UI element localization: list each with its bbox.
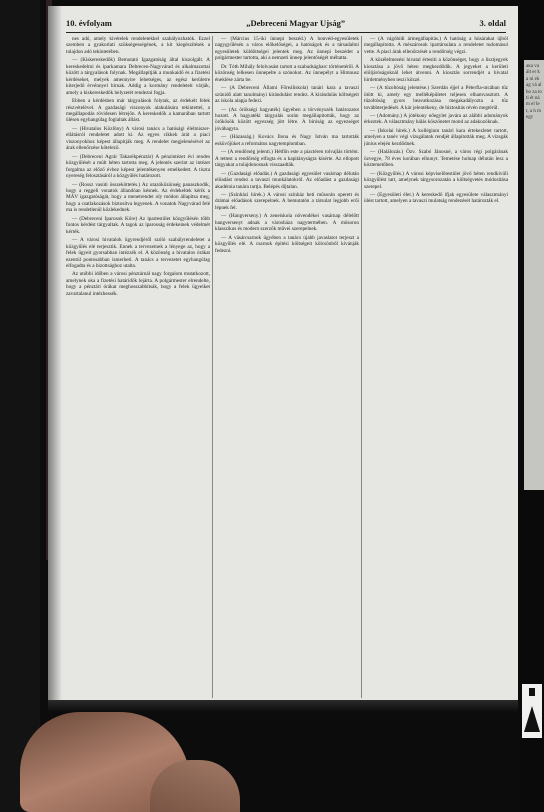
article-paragraph: — (Gazdasági előadás.) A gazdasági egyesület vasárnap délután előadást rendez a tavaszi munkálatokról. Az előadást a gazdasági akadémia tanára tartja. Belépés díjtalan.: [215, 170, 359, 190]
article-paragraph: — (A tűzoltóság jelentése.) Szerdán éjjel a Péterfia-utcában tűz ütött ki, amely egy melléképületet teljesen elhamvasztott. A tűzoltóság gyors beavatkozása megakadályozta a tűz továbbterjedését. A kár jelentékeny, de biztosítás révén megtérül.: [364, 85, 508, 111]
marker-dot: [529, 688, 535, 696]
header-page-number: 3. oldal: [479, 18, 506, 28]
article-paragraph: — (Az örökségi hagyaték) ügyében a törvényszék határozatot hozott. A hagyatéki tárgyalás során megállapították, hogy az örökösök között egyezség jött létre. A bíróság az egyezséget jóváhagyta.: [215, 106, 359, 132]
article-paragraph: — (Kiskereskedők) Bemutató Igazgatóság által kiszolgált. A kereskedelmi és iparkamara Debrecen-Nagyvárad és alkalmazottai között a tárgyalások folynak. Megállapítják a munkaidő és a fizetési kérdéseket, melyek amennyire lehetséges, az egész kerületre kiterjedő érvénnyel bírnak. Addig a kormány rendeleteit várják, amely a kiskereskedők helyzetét rendezni fogja.: [66, 57, 210, 96]
header-rule: [66, 32, 506, 33]
text-column-1: [66, 36, 210, 701]
page-fold-shadow: [48, 6, 62, 706]
page-header: [66, 16, 506, 30]
article-paragraph: — (A vágóhídi ármegállapítás.) A hatóság a húsárakat újból megállapította. A mészárosok ipartársulata a rendeletet tudomásul vette. A piaci árak ellenőrzését a rendőrség végzi.: [364, 36, 508, 55]
header-volume: 10. évfolyam: [66, 18, 112, 28]
article-paragraph: — (Rossz vasúti összeköttetés.) Az utazóközönség panaszkodik, hogy a reggeli vonatok állandóan késnek. Az érdekeltek kérik a MÁV igazgatóságát, hogy a menetrendet oly módon állapítsa meg, hogy a csatlakozások biztosítva legyenek. A vonatok Nagyvárad felé ma is rendetlenül közlekednek.: [66, 181, 210, 214]
scan-left-margin: [0, 0, 40, 812]
column-divider-1: [212, 36, 213, 698]
article-paragraph: — A vásárcsarnok ügyében a tanács újabb javaslatot terjeszt a közgyűlés elé. A csarnok építési költségeit kölcsönből kívánják fedezni.: [215, 234, 359, 254]
column-divider-2: [361, 36, 362, 698]
article-paragraph: Az utóbbi időben a városi pénztárnál nagy forgalom mutatkozott, amelynek oka a fizetési határidők lejárta. A polgármester elrendelte, hogy a pénztári órákat meghosszabbítsák, hogy a felek ügyeiket zavartalanul intézhessék.: [66, 271, 210, 297]
marker-triangle: [524, 706, 540, 732]
header-masthead: „Debreceni Magyar Ujság”: [246, 18, 346, 28]
article-paragraph: — (Közgyűlés.) A városi képviselőtestület jövő héten rendkívüli közgyűlést tart, amelynek tárgysorozatán a költségvetés módosítása szerepel.: [364, 170, 508, 190]
article-paragraph: nes adó, amely kivételek rendeletekkel szabályozhatók. Ezzel szemben a gyakorlati szükségességének, a kit kiegészítések a tulajdon adó tekintetében.: [66, 36, 210, 55]
article-paragraph: — (Halálozás.) Özv. Szabó Jánosné, a város régi polgárának özvegye, 78 éves korában elhunyt. Temetése holnap délután lesz a köztemetőben.: [364, 149, 508, 169]
article-paragraph: — (Házasság.) Kovács Ilona és Nagy István ma tartották esküvőjüket a református nagytemplomban.: [215, 134, 359, 147]
article-paragraph: Dr. Tóth Mihály felolvasást tartott a szabadságharc történetéről. A közönség lelkesen ünnepelte a szónokot. Az ünnepélyt a Himnusz éneklése zárta be.: [215, 63, 359, 83]
text-column-3: [364, 36, 508, 701]
article-paragraph: — (A Debreceni Állami Főreáliskola) tanári kara a tavaszi szünidő alatt tanulmányi kirándulást rendez. A kirándulás költségeit az iskola alapja fedezi.: [215, 85, 359, 105]
article-paragraph: — (Március 15-iki ünnepi beszéd.) A honvéd-egyesületek nagygyűlésén a város előkelőségei, a hatóságok és a társadalmi egyesületek küldöttségei jelentek meg. Az ünnepi beszédet a polgármester tartotta, aki a nemzeti ünnep jelentőségét méltatta.: [215, 36, 359, 62]
next-page-text: aka vá ált er k a ni ek ag vá al ho za to ti ét ná m el le t, a h m egy: [526, 64, 542, 121]
article-paragraph: — (Egyesületi élet.) A kereskedő ifjak egyesülete választmányi ülést tartott, amelyen a tavaszi mulatság rendezését határozták el.: [364, 191, 508, 205]
article-paragraph: — A városi hivatalok ügyrendjéről szóló szabályrendeletet a közgyűlés elé terjesztik. Ennek a tervezetnek a lényege az, hogy a felek ügyeit gyorsabban intézzék el. A közönség a hivatalos órákat ezentúl pontosabban ismerheti. A tanács a tervezetet egyhangúlag elfogadta és a bizottsághoz utalta.: [66, 237, 210, 269]
article-paragraph: — (Hivatalos Közlöny) A városi tanács a hatósági élelmiszer-ellátásról rendeletet adott ki. Az egyes cikkek árát a piaci viszonyokhoz képest állapítják meg. A rendelet megjelenésével az árak ellenőrzése kötelező.: [66, 125, 210, 152]
article-paragraph: — (Adomány.) A jótékony nőegylet javára az alábbi adományok érkeztek. A választmány hálás köszönetet mond az adakozóknak.: [364, 112, 508, 126]
article-paragraph: — (Debreceni Iparosok Köre) Az ipartestület közgyűlésén több fontos kérdést tárgyaltak. A tagok az iparosság érdekeinek védelmét kérték.: [66, 215, 210, 235]
article-paragraph: — (A rendőrség jelenti.) Hétfőn este a piactéren tolvajlás történt. A tettest a rendőrség elfogta és a kapitányságra kísérte. Az ellopott tárgyakat a tulajdonosnak visszaadták.: [215, 149, 359, 169]
article-paragraph: A közélelmezési hivatal értesíti a közönséget, hogy a lisztjegyek kiosztása a jövő héten megkezdődik. A jegyeket a kerületi elöljáróságoknál lehet átvenni. A kiosztás sorrendjét a hivatal hirdetményben teszi közzé.: [364, 57, 508, 83]
page-bottom-edge: [48, 700, 518, 712]
article-paragraph: — (Színházi hírek.) A városi színház heti műsorán operett és drámai előadások szerepelnek. A bemutatón a társulat legjobb erői lépnek fel.: [215, 191, 359, 211]
article-paragraph: — (Debreceni Agrár Takarékpénztár) A pénzintézet évi rendes közgyűlését a múlt héten tartotta meg. A jelentés szerint az intézet forgalma az előző évhez képest jelentékenyen emelkedett. A tiszta nyereség felosztásáról a közgyűlés határozott.: [66, 153, 210, 180]
article-paragraph: — (Hangverseny.) A zeneiskola növendékei vasárnap délelőtt hangversenyt adnak a városháza nagytermében. A műsoron klasszikus és modern szerzők művei szerepelnek.: [215, 213, 359, 233]
article-paragraph: — (Iskolai hírek.) A kollégium tanári kara értekezletet tartott, amelyen a tanév végi vizsgálatok rendjét állapították meg. A vizsgák június elején kezdődnek.: [364, 127, 508, 147]
text-column-2: [215, 36, 359, 701]
article-paragraph: Ebben a kérdésben már tárgyalások folytak, az érdekelt felek részvételével. A gazdasági viszonyok alakulására tekintettel, a megállapodás rövidesen létrejön. A kereskedők a kamarában tartott ülésen egyhangúlag foglaltak állást.: [66, 98, 210, 124]
newspaper-page: [48, 6, 518, 706]
info-marker-icon: [522, 684, 542, 738]
